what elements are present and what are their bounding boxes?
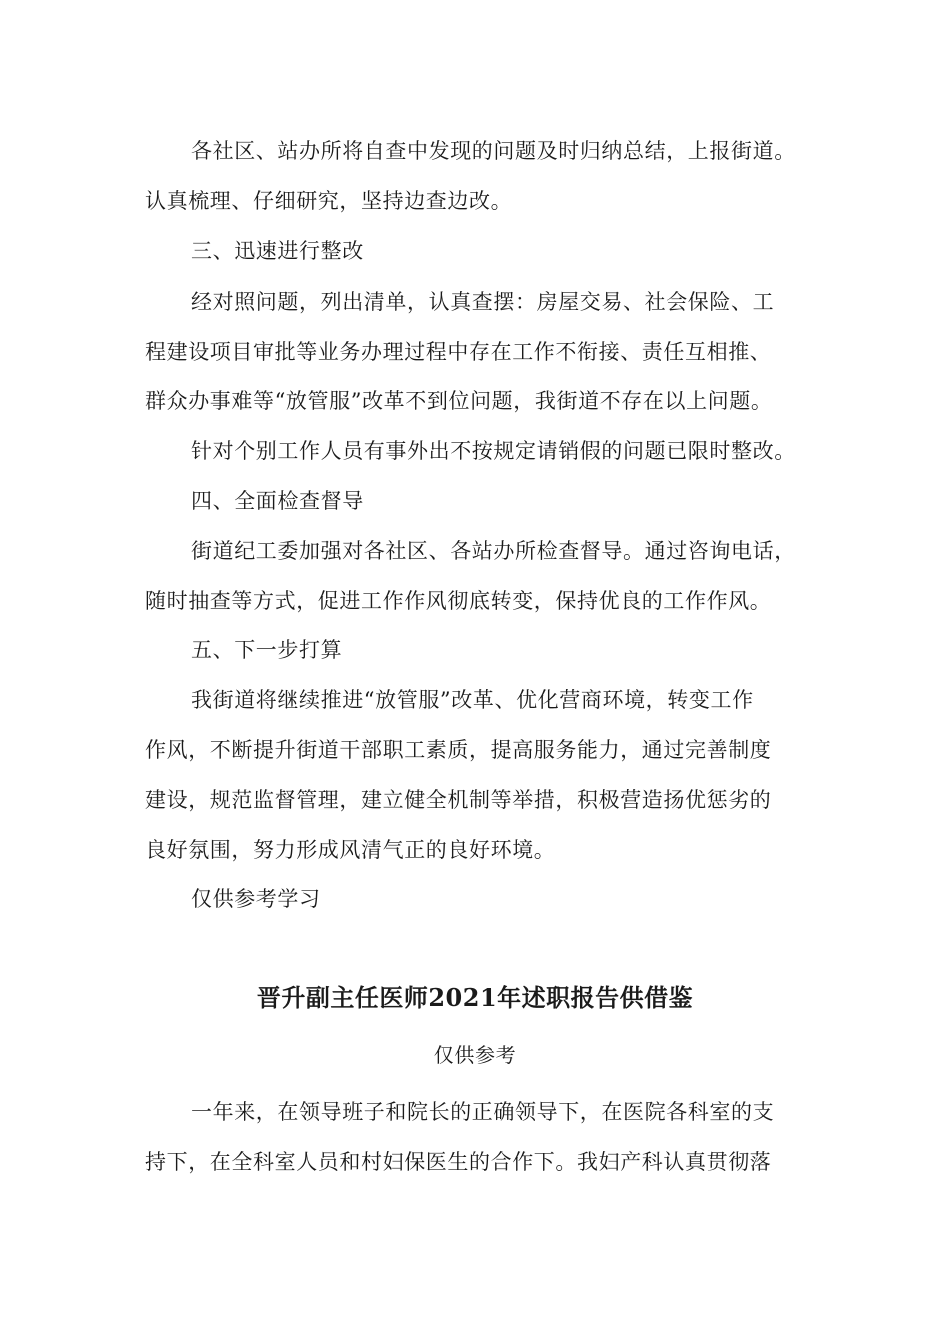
paragraph-line: 一年来，在领导班子和院长的正确领导下，在医院各科室的支 <box>191 1100 775 1124</box>
paragraph-line: 持下，在全科室人员和村妇保医生的合作下。我妇产科认真贯彻落 <box>145 1150 772 1174</box>
paragraph-line: 建设，规范监督管理，建立健全机制等举措，积极营造扬优惩劣的 <box>145 788 772 812</box>
paragraph-line: 各社区、站办所将自查中发现的问题及时归纳总结，上报街道。 <box>191 139 796 163</box>
section-heading-5: 五、下一步打算 <box>191 638 343 662</box>
reference-note: 仅供参考学习 <box>191 887 321 911</box>
paragraph-line: 经对照问题，列出清单，认真查摆：房屋交易、社会保险、工 <box>191 290 775 314</box>
paragraph-line: 程建设项目审批等业务办理过程中存在工作不衔接、责任互相推、 <box>145 340 772 364</box>
report-title: 晋升副主任医师2021年述职报告供借鉴 <box>256 983 694 1012</box>
report-subtitle: 仅供参考 <box>433 1043 517 1067</box>
paragraph-line: 我街道将继续推进“放管服”改革、优化营商环境，转变工作 <box>191 688 754 712</box>
paragraph-line: 认真梳理、仔细研究，坚持边查边改。 <box>145 189 513 213</box>
paragraph-line: 街道纪工委加强对各社区、各站办所检查督导。通过咨询电话， <box>191 539 796 563</box>
paragraph-line: 良好氛围，努力形成风清气正的良好环境。 <box>145 838 556 862</box>
paragraph-line: 群众办事难等“放管服”改革不到位问题，我街道不存在以上问题。 <box>145 389 773 413</box>
section-heading-3: 三、迅速进行整改 <box>191 239 364 263</box>
section-heading-4: 四、全面检查督导 <box>191 489 364 513</box>
paragraph-line: 作风，不断提升街道干部职工素质，提高服务能力，通过完善制度 <box>145 738 772 762</box>
paragraph-line: 随时抽查等方式，促进工作作风彻底转变，保持优良的工作作风。 <box>145 589 772 613</box>
paragraph-line: 针对个别工作人员有事外出不按规定请销假的问题已限时整改。 <box>191 439 796 463</box>
